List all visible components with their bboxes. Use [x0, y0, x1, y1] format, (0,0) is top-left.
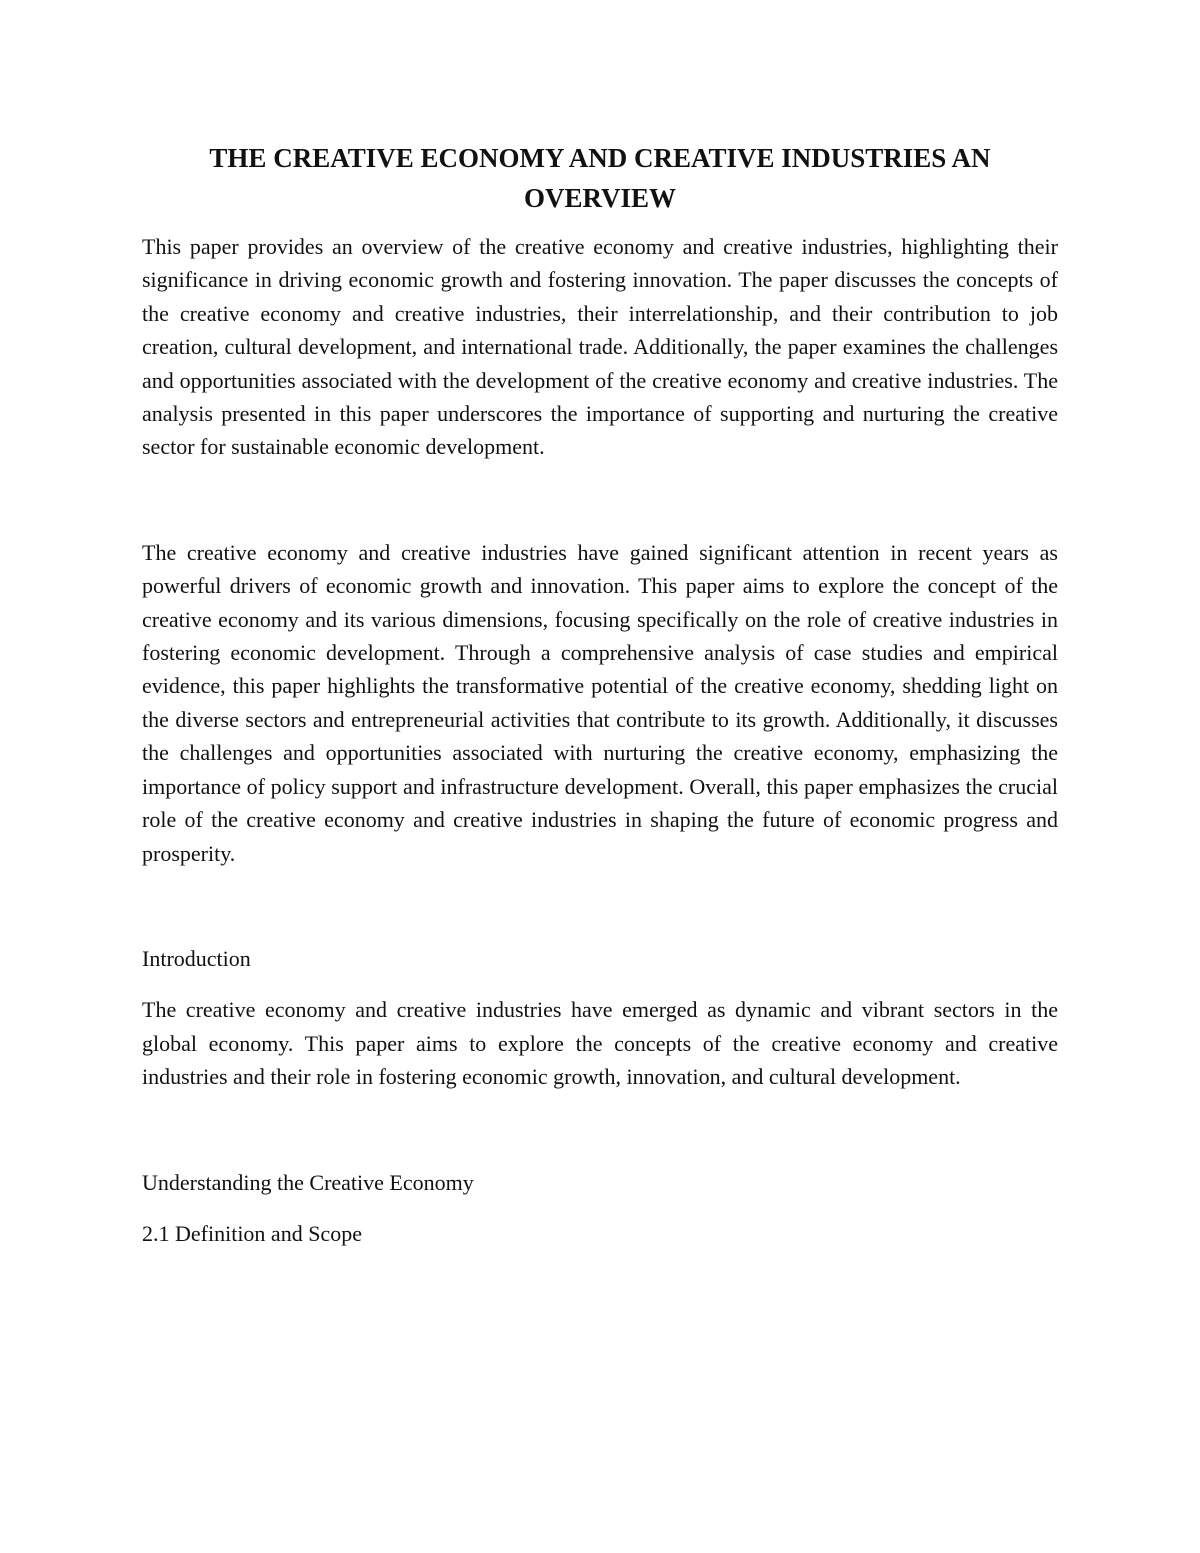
summary-paragraph: The creative economy and creative industries have gained significant attention in recent years as powerful drivers of economic growth and innovation. This paper aims to explore the concept of the creative economy and its various dimensions, focusing specifically on the role of creative industries in fostering economic development. Through a comprehensive analysis of case studies and empirical evidence, this paper highlights the transformative potential of the creative economy, shedding light on the diverse sectors and entrepreneurial activities that contribute to its growth. Additionally, it discusses the challenges and opportunities associated with nurturing the creative economy, emphasizing the importance of policy support and infrastructure development. Overall, this paper emphasizes the crucial role of the creative economy and creative industries in shaping the future of economic progress and prosperity. — [142, 539, 1058, 866]
document-body — [142, 138, 1058, 1268]
introduction-heading: Introduction — [142, 945, 251, 971]
understanding-heading: Understanding the Creative Economy — [142, 1169, 474, 1195]
introduction-paragraph: The creative economy and creative industries have emerged as dynamic and vibrant sectors in the global economy. This paper aims to explore the concepts of the creative economy and creative industries and their role in fostering economic growth, innovation, and cultural development. — [142, 997, 1058, 1090]
definition-scope-heading: 2.1 Definition and Scope — [142, 1220, 362, 1246]
document-title: THE CREATIVE ECONOMY AND CREATIVE INDUSTRIES AN OVERVIEW — [209, 143, 991, 213]
abstract-paragraph: This paper provides an overview of the creative economy and creative industries, highlighting their significance in driving economic growth and fostering innovation. The paper discusses the concepts of the creative economy and creative industries, their interrelationship, and their contribution to job creation, cultural development, and international trade. Additionally, the paper examines the challenges and opportunities associated with the development of the creative economy and creative industries. The analysis presented in this paper underscores the importance of supporting and nurturing the creative sector for sustainable economic development. — [142, 234, 1058, 460]
